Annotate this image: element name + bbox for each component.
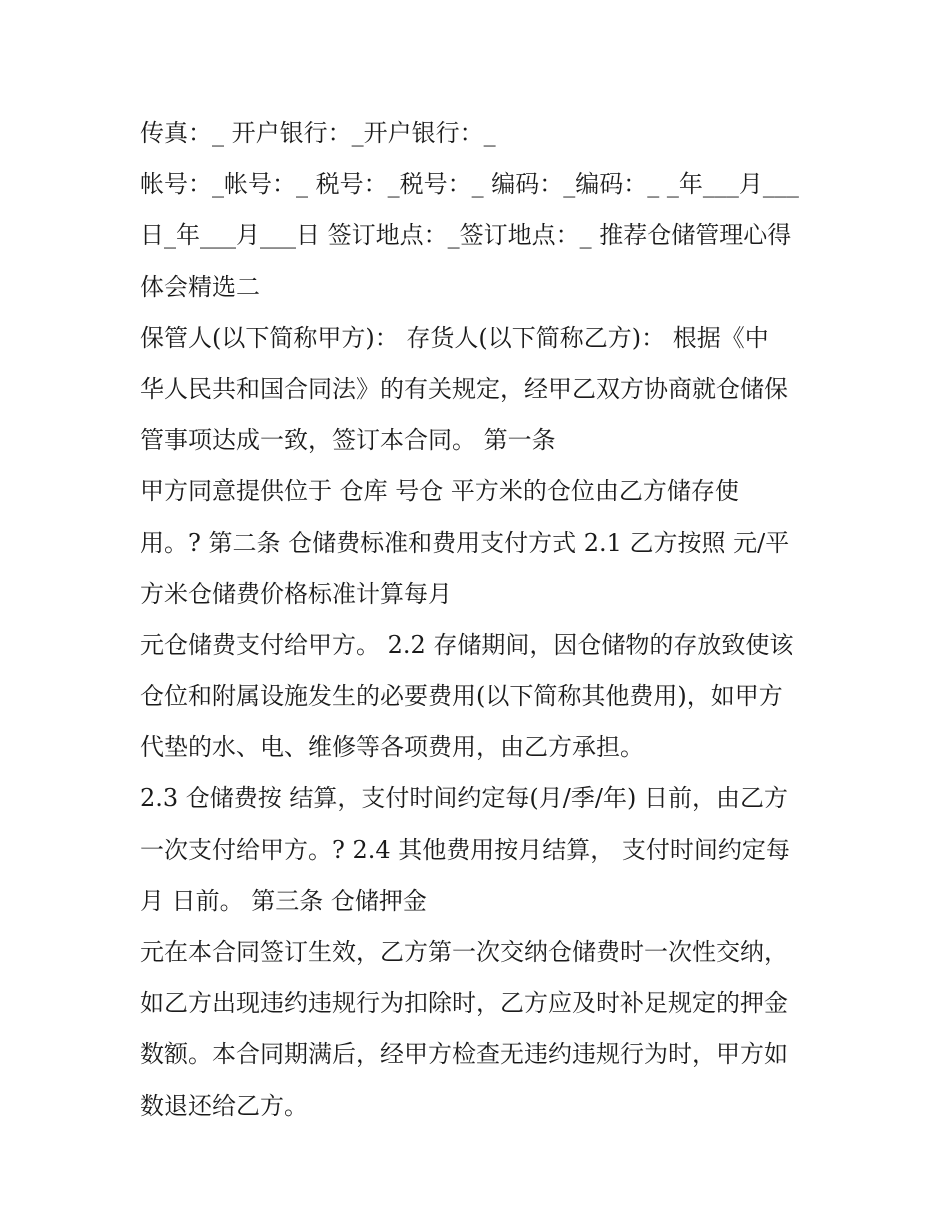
text-line: 华人民共和国合同法》的有关规定，经甲乙双方协商就仓储保: [140, 374, 788, 403]
text-line: 元在本合同签订生效，乙方第一次交纳仓储费时一次性交纳，: [140, 938, 788, 966]
text-line: 数退还给乙方。: [140, 1091, 308, 1120]
text-line: 仓位和附属设施发生的必要费用(以下简称其他费用)，如甲方: [140, 682, 783, 711]
text-line: 数额。本合同期满后，经甲方检查无违约违规行为时，甲方如: [140, 1040, 788, 1069]
text-line: 日_年___月___日 签订地点：_签订地点：_ 推荐仓储管理心得: [140, 221, 792, 250]
text-line: 元仓储费支付给甲方。 2.2 存储期间，因仓储物的存放致使该: [140, 630, 794, 659]
text-line: 如乙方出现违约违规行为扣除时，乙方应及时补足规定的押金: [140, 989, 788, 1018]
text-line: 传真：_ 开户银行：_开户银行：_: [140, 119, 496, 147]
text-line: 方米仓储费价格标准计算每月: [140, 579, 452, 608]
text-line: 甲方同意提供位于 仓库 号仓 平方米的仓位由乙方储存使: [140, 477, 739, 506]
text-line: 帐号：_帐号：_ 税号：_税号：_ 编码：_编码：_ _年___月___: [140, 170, 799, 199]
text-line: 月 日前。 第三条 仓储押金: [140, 886, 427, 915]
text-line: 体会精选二: [140, 272, 260, 301]
text-line: 2.3 仓储费按 结算，支付时间约定每(月/季/年) 日前，由乙方: [140, 784, 788, 813]
text-line: 管事项达成一致，签订本合同。 第一条: [140, 426, 556, 455]
text-line: 代垫的水、电、维修等各项费用，由乙方承担。: [140, 733, 644, 762]
text-line: 用。? 第二条 仓储费标准和费用支付方式 2.1 乙方按照 元/平: [140, 528, 790, 557]
text-line: 一次支付给甲方。? 2.4 其他费用按月结算， 支付时间约定每: [140, 835, 790, 864]
document-body: [140, 108, 830, 1132]
text-line: 保管人(以下简称甲方)： 存货人(以下简称乙方)： 根据《中: [140, 323, 769, 352]
